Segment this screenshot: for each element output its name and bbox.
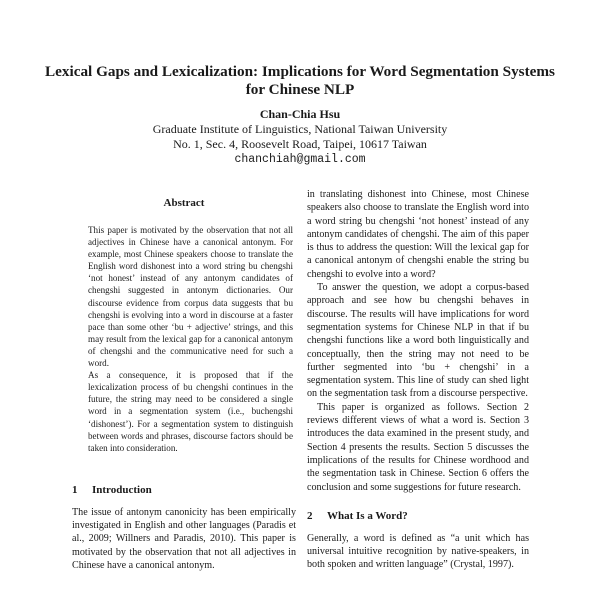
section-1-heading	[72, 483, 296, 497]
affiliation-line-2: No. 1, Sec. 4, Roosevelt Road, Taipei, 10617 Taiwan	[173, 137, 427, 151]
section-2-heading	[307, 509, 529, 523]
section-2-body	[307, 532, 529, 572]
abstract-heading: Abstract	[163, 197, 205, 209]
paper-title: Lexical Gaps and Lexicalization: Implications for Word Segmentation Systems for Chinese NLP	[45, 63, 555, 98]
intro-paragraph-2: To answer the question, we adopt a corpus-based approach and see how bu chengshi behaves in discourse. The results will have implications for word segmentation systems for Chinese NLP in that if bu chengshi functions like a word both linguistically and conceptually, then the string may not need to be further segmented into ‘bu + chengshi’ in a segmentation system. This line of study can shed light on the segmentation task from a discourse perspective.	[307, 282, 529, 400]
intro-continued	[307, 188, 529, 494]
abstract-paragraph-2: As a consequence, it is proposed that if the lexicalization process of bu chengshi continues in the future, the string may need to be considered a single word in a segmentation system (i.e., buchengshi ‘dishonest’). For a segmentation system to distinguish between words and phrases, discourse factors should be taken into consideration.	[88, 370, 293, 453]
abstract-paragraph-1: This paper is motivated by the observation that not all adjectives in Chinese have a canonical antonym. For example, most Chinese speakers choose to translate the English word dishonest into a word string bu chengshi ‘not honest’ instead of any antonym candidates of chengshi suggested in antonym dictionaries. Our discourse evidence from corpus data suggests that bu chengshi is evolving into a word in discourse at a faster pace than some other ‘bu + adjective’ strings, and this may result from the lexical gap for a canonical antonym of chengshi and the communicative need for such a word.	[88, 225, 293, 369]
author-email: chanchiah@gmail.com	[234, 153, 366, 166]
section-1-body	[72, 506, 296, 572]
right-column	[307, 188, 529, 572]
section-1-paragraph-1: The issue of antonym canonicity has been empirically investigated in English and other languages (Paradis et al., 2009; Willners and Paradis, 2010). This paper is motivated by the observation that not all adjectives in Chinese have a canonical antonym.	[72, 506, 296, 571]
author-affiliation	[40, 122, 560, 152]
intro-paragraph-3: This paper is organized as follows. Section 2 reviews different views of what a word is. Section 3 introduces the data examined in the present study, and Section 4 presents the results. Section 5 discusses the implications of the results for Chinese wordhood and the segmentation task in Chinese. Section 6 offers the conclusion and some suggestions for future research.	[307, 401, 529, 493]
section-2-title: What Is a Word?	[327, 509, 408, 522]
section-1-title: Introduction	[92, 483, 152, 496]
section-2-paragraph-1: Generally, a word is defined as “a unit which has universal intuitive recognition by native-speakers, in both spoken and written language” (Crystal, 1997).	[307, 532, 529, 571]
section-2-number: 2	[307, 509, 313, 522]
section-1-number: 1	[72, 483, 78, 496]
abstract-body	[72, 224, 293, 454]
affiliation-line-1: Graduate Institute of Linguistics, National Taiwan University	[152, 122, 448, 136]
left-column	[72, 196, 296, 572]
intro-paragraph-continued: in translating dishonest into Chinese, most Chinese speakers also choose to translate the English word into a word string bu chengshi ‘not honest’ instead of any antonym candidates of chengshi. The aim of this paper is thus to address the question: Will the lexical gap for a canonical antonym of chengshi enable the string bu chengshi to evolve into a word?	[307, 189, 529, 280]
author-name: Chan-Chia Hsu	[259, 107, 341, 121]
